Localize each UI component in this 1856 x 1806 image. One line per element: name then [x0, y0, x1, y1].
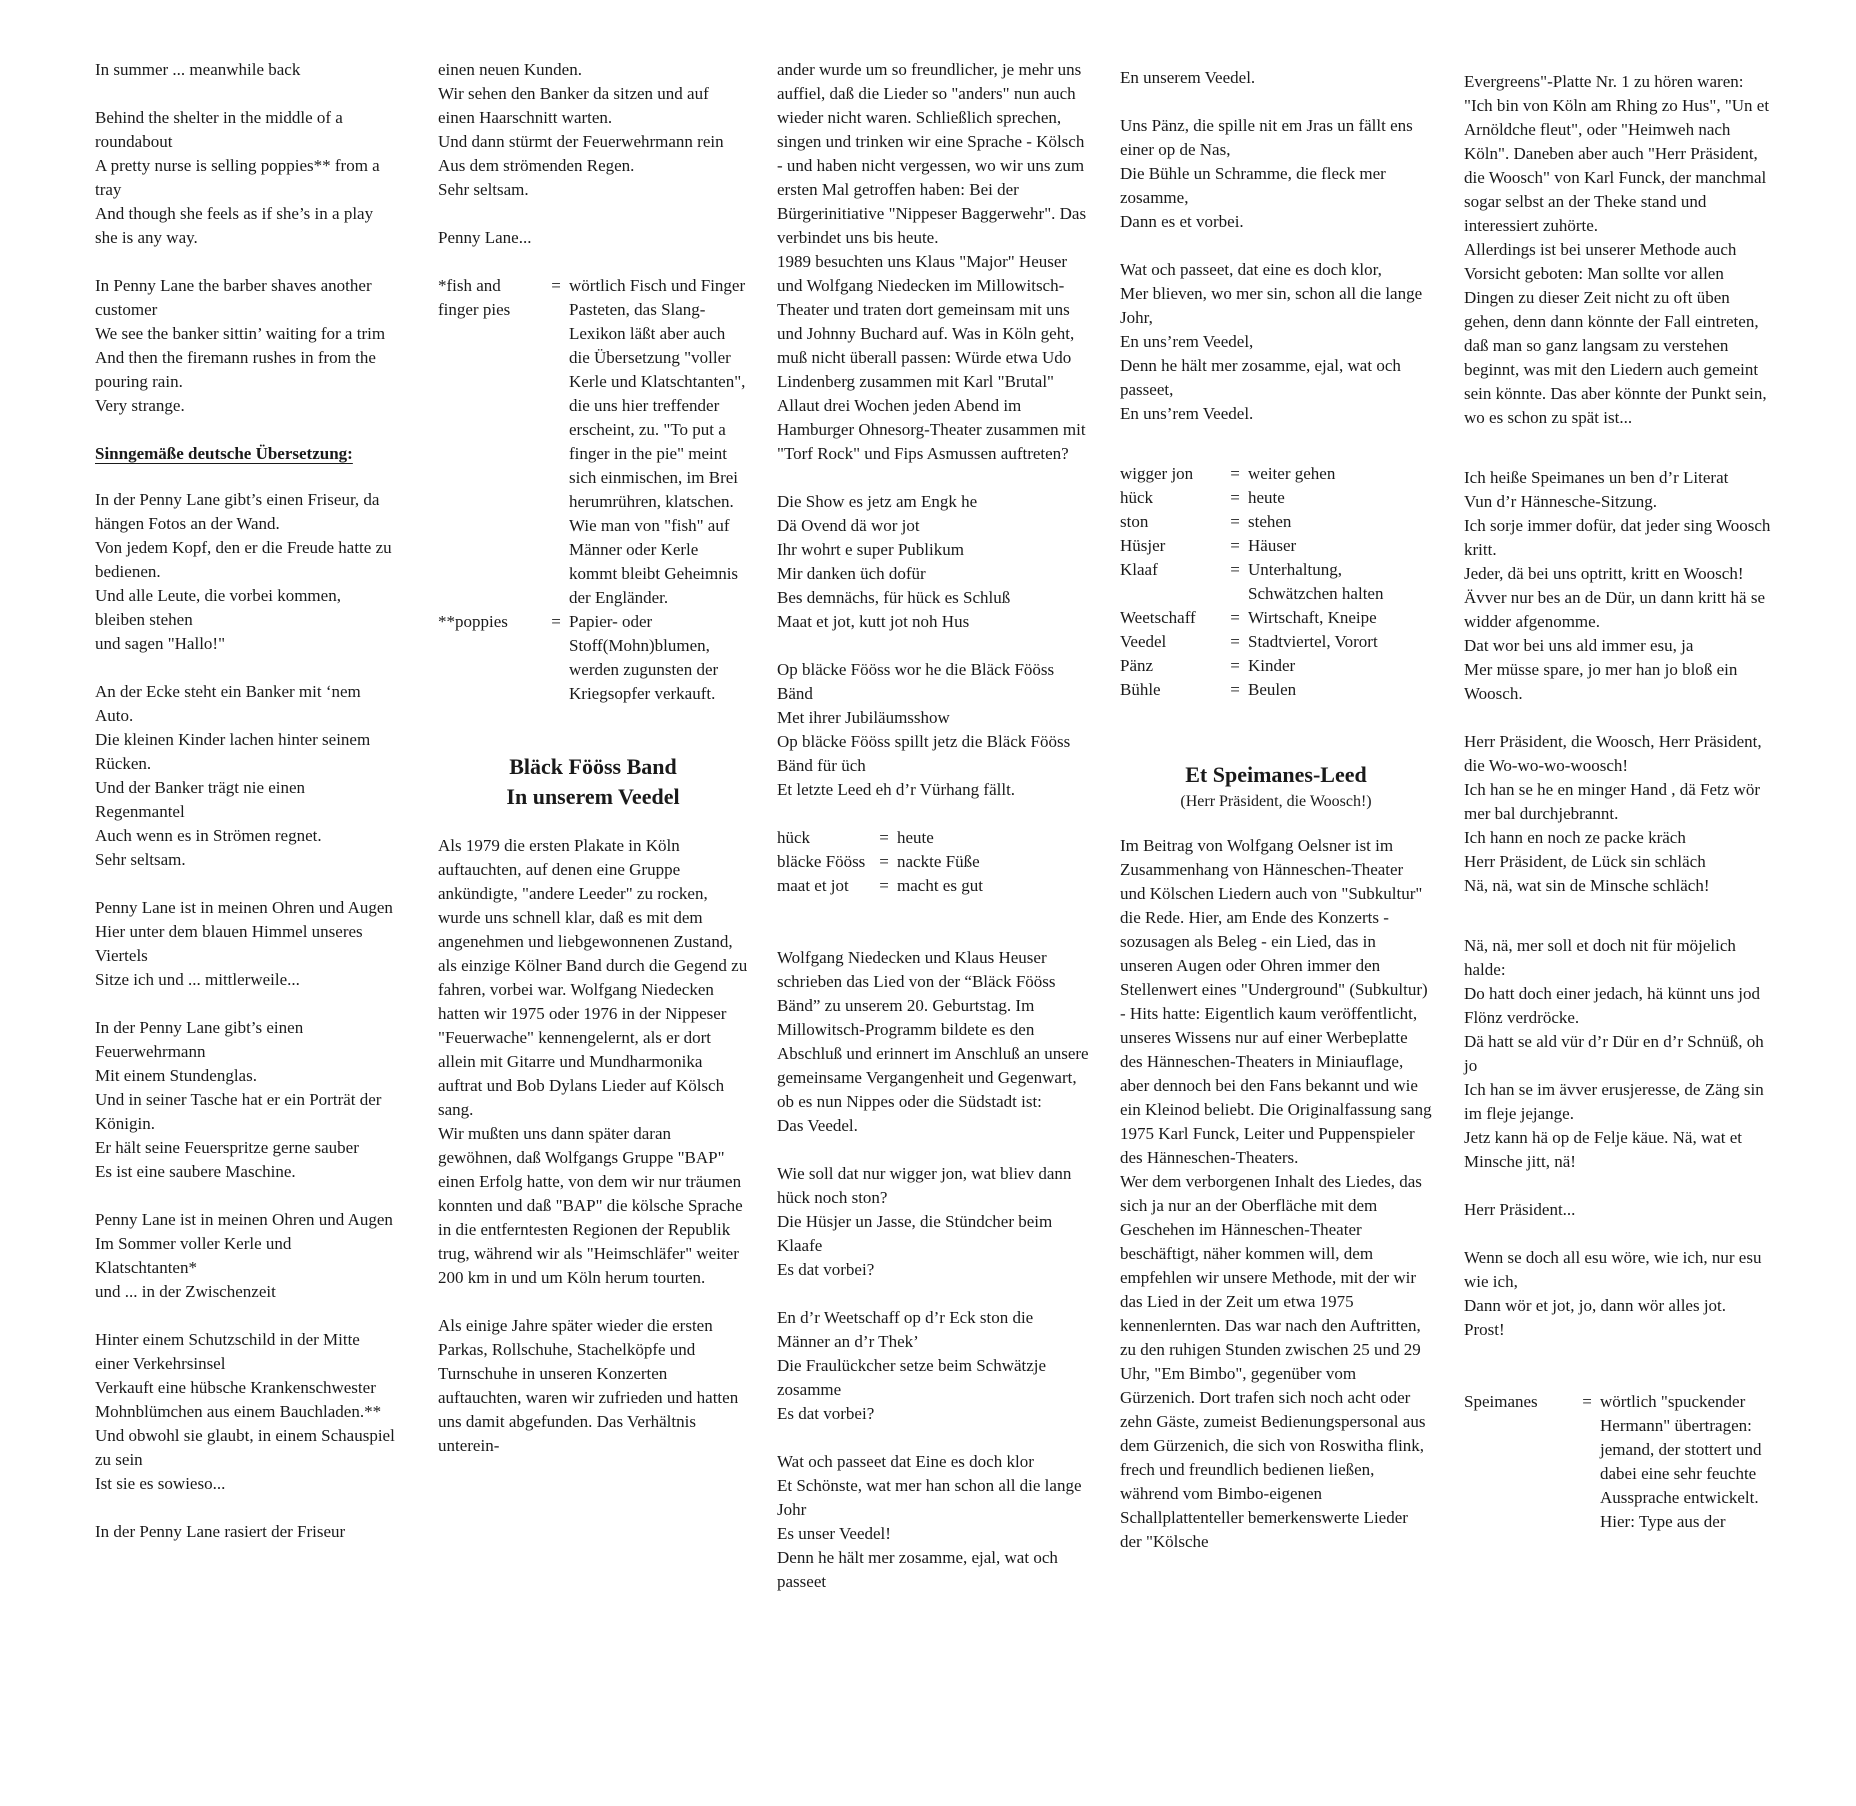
lyrics-paragraph: Behind the shelter in the middle of a roundabout A pretty nurse is selling poppies** from a tray And though she feels as if she’s in a play she is any way.	[95, 108, 380, 247]
section-title: In unserem Veedel	[506, 784, 680, 809]
glossary-definition: heute	[1248, 488, 1285, 507]
glossary-equals: =	[1230, 488, 1240, 507]
column-1	[95, 58, 395, 1568]
glossary-equals: =	[1230, 536, 1240, 555]
glossary-definition: heute	[897, 828, 934, 847]
section-title: Et Speimanes-Leed	[1185, 762, 1367, 787]
footnote-definition: wörtlich "spuckender Hermann" übertragen: jemand, der stottert und dabei eine sehr feuchte Aussprache entwickelt. Hier: Type aus der	[1600, 1392, 1762, 1531]
glossary-equals: =	[1230, 512, 1240, 531]
translation-paragraph: An der Ecke steht ein Banker mit ‘nem Auto. Die kleinen Kinder lachen hinter seinem Rücken. Und der Banker trägt nie einen Regenmantel Auch wenn es in Strömen regnet. Sehr seltsam.	[95, 682, 371, 869]
glossary-equals: =	[1230, 464, 1240, 483]
body-paragraph: Als 1979 die ersten Plakate in Köln auftauchten, auf denen eine Gruppe ankündigte, "andere Leeder" zu rocken, wurde uns schnell klar, daß es mit dem angenehmen und liebgewonnenen Zustand, als einzige Kölner Band durch die Gegend zu fahren, vorbei war. Wolfgang Niedecken hatten wir 1975 oder 1976 in der Nippeser "Feuerwache" kennengelernt, als er dort allein mit Gitarre und Mundharmonika auftrat und Bob Dylans Lieder auf Kölsch sang. Wir mußten uns dann später daran gewöhnen, daß Wolfgangs Gruppe "BAP" einen Erfolg hatte, von dem wir nur träumen konnten und daß "BAP" die kölsche Sprache in die entferntesten Regionen der Republik trug, während wir als "Heimschläfer" weiter 200 km in und um Köln herum tourten.	[438, 836, 748, 1287]
footnote-row	[1464, 1390, 1776, 1534]
glossary-row	[1120, 534, 1432, 558]
translation-heading: Sinngemäße deutsche Übersetzung:	[95, 444, 353, 463]
body-paragraph: Im Beitrag von Wolfgang Oelsner ist im Zusammenhang von Hänneschen-Theater und Kölschen Liedern auch von "Subkultur" die Rede. Hier, am Ende des Konzerts - sozusagen als Beleg - ein Lied, das in unseren Augen oder Ohren immer den Stellenwert eines "Underground" (Subkultur) - Hits hatte: Eigentlich kaum veröffentlicht, unseres Wissens nur auf einer Werbeplatte des Hänneschen-Theaters in Miniauflage, aber dennoch bei den Fans bekannt und wie ein Kleinod beliebt. Die Originalfassung sang 1975 Karl Funck, Leiter und Puppenspieler des Hänneschen-Theaters.	[1120, 836, 1432, 1167]
body-paragraph: ander wurde um so freundlicher, je mehr uns auffiel, daß die Lieder so "anders" nun auch wieder nicht waren. Schließlich sprechen, singen und trinken wir eine Sprache - Kölsch - und haben nicht vergessen, wo wir uns zum ersten Mal getroffen haben: Bei der Bürgerinitiative "Nippeser Baggerwehr". Das verbindet uns bis heute. 1989 besuchten uns Klaus "Major" Heuser und Wolfgang Niedecken im Millowitsch-Theater und traten dort gemeinsam mit uns und Johnny Buchard auf. Was in Köln geht, muß nicht überall passen: Würde etwa Udo Lindenberg zusammen mit Karl "Brutal" Allaut drei Wochen jeden Abend im Hamburger Ohnesorg-Theater zusammen mit "Torf Rock" und Fips Asmussen auftreten?	[777, 60, 1087, 463]
glossary-term: Klaaf	[1120, 560, 1158, 579]
glossary-definition: Beulen	[1248, 680, 1297, 699]
lyrics-paragraph: Herr Präsident...	[1464, 1200, 1576, 1219]
glossary-term: Veedel	[1120, 632, 1167, 651]
glossary-term: hück	[1120, 488, 1154, 507]
body-paragraph: Wer dem verborgenen Inhalt des Liedes, das sich ja nur an der Oberfläche mit dem Geschehen im Hänneschen-Theater beschäftigt, näher kommen will, dem empfehlen wir unsere Methode, mit der wir das Lied in der Zeit um etwa 1975 kennenlernten. Das war nach den Auftritten, zu den ruhigen Stunden zwischen 25 und 29 Uhr, "Em Bimbo", gegenüber vom Gürzenich. Dort trafen sich noch acht oder zehn Gäste, zumeist Bedienungspersonal aus dem Gürzenich, die sich von Roswitha flink, frech und freundlich bedienen ließen, während vom Bimbo-eigenen Schallplattenteller bemerkenswerte Lieder der "Kölsche	[1120, 1172, 1426, 1551]
glossary-row	[777, 826, 983, 850]
lyrics-paragraph: Wenn se doch all esu wöre, wie ich, nur esu wie ich, Dann wör et jot, jo, dann wör alles jot. Prost!	[1464, 1248, 1762, 1339]
glossary-equals: =	[1230, 632, 1240, 651]
body-paragraph: Evergreens"-Platte Nr. 1 zu hören waren: "Ich bin von Köln am Rhing zo Hus", "Un et Arnöldche fleut", oder "Heimweh nach Köln". Daneben aber auch "Herr Präsident, die Woosch" von Karl Funck, der manchmal sogar selbst an der Theke stand und interessiert zuhörte.	[1464, 72, 1770, 235]
footnote-term: **poppies	[438, 612, 508, 631]
lyrics-paragraph: Op bläcke Fööss wor he die Bläck Fööss Bänd Met ihrer Jubiläumsshow Op bläcke Fööss spillt jetz die Bläck Fööss Bänd für üch Et letzte Leed eh d’r Vürhang fällt.	[777, 660, 1071, 799]
lyrics-paragraph: Die Show es jetz am Engk he Dä Ovend dä wor jot Ihr wohrt e super Publikum Mir danken üch dofür Bes demnächs, für hück es Schluß Maat et jot, kutt jot noh Hus	[777, 492, 1011, 631]
glossary-term: wigger jon	[1120, 464, 1194, 483]
glossary-term: bläcke Fööss	[777, 852, 866, 871]
glossary-row	[1120, 510, 1432, 534]
glossary-equals: =	[1230, 560, 1240, 579]
lyrics-paragraph: En d’r Weetschaff op d’r Eck ston die Männer an d’r Thek’ Die Fraulückcher setze beim Schwätzje zosamme Es dat vorbei?	[777, 1308, 1047, 1423]
footnote-definition: Papier- oder Stoff(Mohn)blumen, werden zugunsten der Kriegsopfer verkauft.	[569, 612, 719, 703]
footnote-equals: =	[551, 612, 561, 631]
footnote-row	[438, 274, 748, 610]
body-paragraph: Als einige Jahre später wieder die ersten Parkas, Rollschuhe, Stachelköpfe und Turnschuhe in unseren Konzerten auftauchten, waren wir zufrieden und hatten uns damit abgefunden. Das Verhältnis unterein-	[438, 1316, 739, 1455]
footnote-definition: wörtlich Fisch und Finger Pasteten, das Slang-Lexikon läßt aber auch die Übersetzung "voller Kerle und Klatschtanten", die uns hier treffender erscheint, zu. "To put a finger in the pie" meint sich einmischen, im Brei herumrühren, klatschen. Wie man von "fish" auf Männer oder Kerle kommt bleibt Geheimnis der Engländer.	[569, 276, 746, 607]
glossary-equals: =	[1230, 680, 1240, 699]
lyrics-paragraph: In Penny Lane the barber shaves another customer We see the banker sittin’ waiting for a trim And then the firemann rushes in from the pouring rain. Very strange.	[95, 276, 386, 415]
lyrics-paragraph: Wat och passeet, dat eine es doch klor, Mer blieven, wo mer sin, schon all die lange Johr, En uns’rem Veedel, Denn he hält mer zosamme, ejal, wat och passeet, En uns’rem Veedel.	[1120, 260, 1423, 423]
glossary-row	[1120, 606, 1432, 630]
lyrics-paragraph: Nä, nä, mer soll et doch nit für möjelich halde: Do hatt doch einer jedach, hä künnt uns jod Flönz verdröcke. Dä hatt se ald vür d’r Dür en d’r Schnüß, oh jo Ich han se im ävver erusjeresse, de Zäng sin im fleje jejange. Jetz kann hä op de Felje käue. Nä, wat et Minsche jitt, nä!	[1464, 936, 1764, 1171]
glossary-term: Pänz	[1120, 656, 1154, 675]
glossary-row	[1120, 630, 1432, 654]
glossary-equals: =	[879, 828, 889, 847]
footnote-term: *fish and finger pies	[438, 276, 511, 319]
glossary-term: hück	[777, 828, 811, 847]
glossary-equals: =	[1230, 608, 1240, 627]
glossary-row	[777, 874, 983, 898]
lyrics-paragraph: Ich heiße Speimanes un ben d’r Literat Vun d’r Hännesche-Sitzung. Ich sorje immer dofür, dat jeder sing Woosch kritt. Jeder, dä bei uns optritt, kritt en Woosch! Ävver nur bes an de Dür, un dann kritt hä se widder afgenomme. Dat wor bei uns ald immer esu, ja Mer müsse spare, jo mer han jo bloß ein Woosch.	[1464, 468, 1771, 703]
lyrics-paragraph: En unserem Veedel.	[1120, 68, 1256, 87]
lyrics-paragraph: In summer ... meanwhile back	[95, 60, 301, 79]
glossary-definition: Stadtviertel, Vorort	[1248, 632, 1378, 651]
footnotes	[438, 274, 748, 706]
glossary-row	[1120, 486, 1432, 510]
section-title: Bläck Fööss Band	[509, 754, 677, 779]
lyrics-paragraph: Uns Pänz, die spille nit em Jras un fällt ens einer op de Nas, Die Bühle un Schramme, die fleck mer zosamme, Dann es et vorbei.	[1120, 116, 1413, 231]
translation-paragraph: Hinter einem Schutzschild in der Mitte einer Verkehrsinsel Verkauft eine hübsche Krankenschwester Mohnblümchen aus einem Bauchladen.** Und obwohl sie glaubt, in einem Schauspiel zu sein Ist sie es sowieso...	[95, 1330, 395, 1493]
glossary-definition: Wirtschaft, Kneipe	[1248, 608, 1377, 627]
glossary-definition: macht es gut	[897, 876, 983, 895]
footnote-equals: =	[1582, 1392, 1592, 1411]
body-paragraph: Wolfgang Niedecken und Klaus Heuser schrieben das Lied von der “Bläck Fööss Bänd” zu unserem 20. Geburtstag. Im Millowitsch-Programm bildete es den Abschluß und erinnert im Anschluß an unsere gemeinsame Vergangenheit und Gegenwart, ob es nun Nippes oder die Südstadt ist: Das Veedel.	[777, 948, 1089, 1135]
lyrics-paragraph: Wat och passeet dat Eine es doch klor Et Schönste, wat mer han schon all die lange Johr Es unser Veedel! Denn he hält mer zosamme, ejal, wat och passeet	[777, 1452, 1082, 1591]
column-3	[777, 58, 1089, 1618]
glossary-row	[777, 850, 983, 874]
glossary-equals: =	[1230, 656, 1240, 675]
glossary-equals: =	[879, 852, 889, 871]
footnote-equals: =	[551, 276, 561, 295]
translation-paragraph: Penny Lane ist in meinen Ohren und Augen Hier unter dem blauen Himmel unseres Viertels Sitze ich und ... mittlerweile...	[95, 898, 393, 989]
glossary	[777, 826, 983, 898]
glossary-term: maat et jot	[777, 876, 849, 895]
footnote-term: Speimanes	[1464, 1392, 1538, 1411]
column-5	[1464, 70, 1776, 1534]
glossary-definition: nackte Füße	[897, 852, 980, 871]
translation-paragraph: Penny Lane...	[438, 228, 532, 247]
glossary-row	[1120, 654, 1432, 678]
lyrics-paragraph: Herr Präsident, die Woosch, Herr Präsident, die Wo-wo-wo-woosch! Ich han se he en minger Hand , dä Fetz wör mer bal durchjebrannt. Ich hann en noch ze packe kräch Herr Präsident, de Lück sin schläch Nä, nä, wat sin de Minsche schläch!	[1464, 732, 1762, 895]
footnote-row	[438, 610, 748, 706]
translation-paragraph: In der Penny Lane gibt’s einen Feuerwehrmann Mit einem Stundenglas. Und in seiner Tasche hat er ein Porträt der Königin. Er hält seine Feuerspritze gerne sauber Es ist eine saubere Maschine.	[95, 1018, 382, 1181]
section-subtitle: (Herr Präsident, die Woosch!)	[1180, 793, 1372, 810]
glossary-term: Hüsjer	[1120, 536, 1166, 555]
translation-paragraph: In der Penny Lane rasiert der Friseur	[95, 1522, 346, 1541]
glossary-definition: Häuser	[1248, 536, 1297, 555]
glossary-row	[1120, 462, 1432, 486]
lyrics-paragraph: Wie soll dat nur wigger jon, wat bliev dann hück noch ston? Die Hüsjer un Jasse, die Stündcher beim Klaafe Es dat vorbei?	[777, 1164, 1072, 1279]
column-4	[1120, 66, 1432, 1578]
column-2	[438, 58, 748, 1482]
glossary-definition: Kinder	[1248, 656, 1296, 675]
glossary-term: Weetschaff	[1120, 608, 1196, 627]
glossary-term: ston	[1120, 512, 1149, 531]
glossary-definition: weiter gehen	[1248, 464, 1336, 483]
glossary	[1120, 462, 1432, 702]
glossary-definition: Unterhaltung, Schwätzchen halten	[1248, 560, 1384, 603]
body-paragraph: Allerdings ist bei unserer Methode auch Vorsicht geboten: Man sollte vor allen Dingen zu dieser Zeit nicht zu oft üben gehen, denn dann könnte der Fall eintreten, daß man so ganz langsam zu verstehen beginnt, was mit den Liedern auch gemeint sein könnte. Das aber könnte der Punkt sein, wo es schon zu spät ist...	[1464, 240, 1767, 427]
translation-paragraph: In der Penny Lane gibt’s einen Friseur, da hängen Fotos an der Wand. Von jedem Kopf, den er die Freude hatte zu bedienen. Und alle Leute, die vorbei kommen, bleiben stehen und sagen "Hallo!"	[95, 490, 392, 653]
glossary-definition: stehen	[1248, 512, 1292, 531]
footnotes	[1464, 1390, 1776, 1534]
glossary-row	[1120, 678, 1432, 702]
glossary-equals: =	[879, 876, 889, 895]
translation-paragraph: einen neuen Kunden. Wir sehen den Banker da sitzen und auf einen Haarschnitt warten. Und dann stürmt der Feuerwehrmann rein Aus dem strömenden Regen. Sehr seltsam.	[438, 60, 724, 199]
glossary-term: Bühle	[1120, 680, 1161, 699]
translation-paragraph: Penny Lane ist in meinen Ohren und Augen Im Sommer voller Kerle und Klatschtanten* und ... in der Zwischenzeit	[95, 1210, 393, 1301]
glossary-row	[1120, 558, 1432, 606]
